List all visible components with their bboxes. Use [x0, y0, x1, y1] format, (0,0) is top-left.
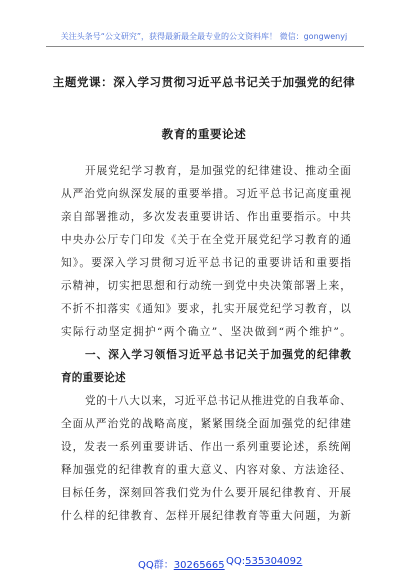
body-line: 从严治党向纵深发展的重要举措。习近平总书记高度重视: [61, 188, 351, 200]
footer-qq: [226, 556, 302, 567]
document-title-line-1: 主题党课：深入学习贯彻习近平总书记关于加强党的纪律: [52, 75, 356, 89]
footer-qq-number[interactable]: 535304092: [245, 556, 303, 567]
body-line: 目标任务，深刻回答我们党为什么要开展纪律教育、开展: [61, 487, 351, 499]
body-line: 开展党纪学习教育，是加强党的纪律建设、推动全面: [85, 165, 351, 177]
section-heading-line-2: 育的重要论述: [61, 372, 126, 384]
body-line: 释加强党的纪律教育的重大意义、内容对象、方法途径、: [61, 464, 351, 476]
footer-qq-group-number[interactable]: 30265665: [173, 560, 225, 571]
footer-qq-group-label: QQ群：: [138, 560, 174, 571]
body-line: 知》。要深入学习贯彻习近平总书记的重要讲话和重要指: [61, 257, 351, 269]
body-line: 中央办公厅专门印发《关于在全党开展党纪学习教育的通: [61, 234, 351, 246]
body-line: 不折不扣落实《通知》要求，扎实开展党纪学习教育，以: [61, 303, 351, 315]
footer-qq-group: [138, 556, 225, 571]
body-line: 全面从严治党的战略高度，紧紧围绕全面加强党的纪律建: [61, 418, 351, 430]
header-divider: [46, 46, 364, 47]
body-line: 实际行动坚定拥护“两个确立”、坚决做到“两个维护”。: [61, 326, 351, 338]
section-heading-line-1: 一、深入学习领悟习近平总书记关于加强党的纪律教: [85, 349, 351, 361]
body-line: 设，发表一系列重要讲话、作出一系列重要论述，系统阐: [61, 441, 351, 453]
body-line: 示精神，切实把思想和行动统一到党中央决策部署上来，: [61, 280, 351, 292]
body-line: 亲自部署推动，多次发表重要讲话、作出重要指示。中共: [61, 211, 351, 223]
document-title-line-2: 教育的重要论述: [161, 127, 247, 141]
body-line: 什么样的纪律教育、怎样开展纪律教育等重大问题，为新: [61, 510, 351, 522]
body-line: 党的十八大以来，习近平总书记从推进党的自我革命、: [85, 395, 351, 407]
header-promo-note: 关注头条号“公文研究”，获得最新最全最专业的公文资料库！ 微信：gongwenyj: [60, 32, 348, 41]
footer-qq-label: QQ:: [226, 556, 246, 567]
